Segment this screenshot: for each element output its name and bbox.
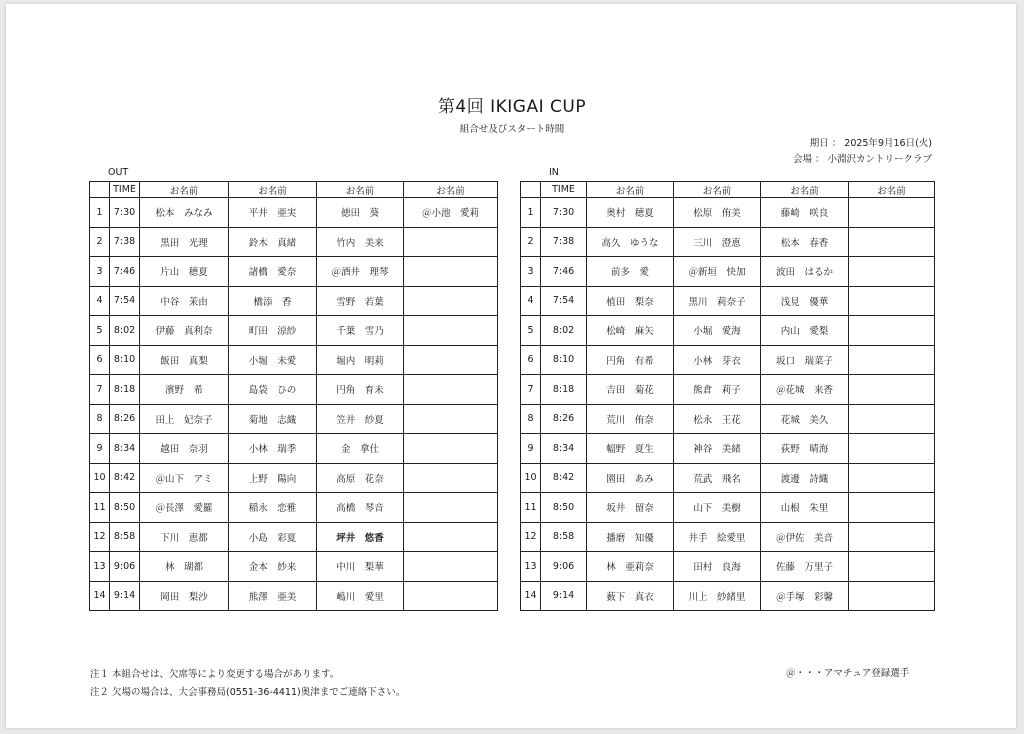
player-name-cell: 円角 有希 — [587, 345, 674, 375]
out-pairing-table — [89, 181, 498, 611]
player-name-cell — [849, 286, 935, 316]
player-name-cell: 黒田 光理 — [140, 227, 229, 257]
player-name-cell: 浅見 優華 — [761, 286, 849, 316]
start-time-cell: 9:14 — [110, 581, 140, 611]
player-name-cell: 植田 梨奈 — [587, 286, 674, 316]
player-name-cell: 田村 良海 — [674, 552, 761, 582]
group-number-cell: 6 — [90, 345, 110, 375]
note-2: 注２ 欠場の場合は、大会事務局(0551-36-4411)奥津までご連絡下さい。 — [90, 687, 406, 698]
table-row — [90, 434, 498, 464]
player-name-cell: 金 拿仕 — [317, 434, 404, 464]
start-time-cell: 8:50 — [541, 493, 587, 523]
header-name: お名前 — [229, 182, 317, 198]
player-name-cell — [404, 404, 498, 434]
player-name-cell: 菊地 志織 — [229, 404, 317, 434]
group-number-cell: 12 — [521, 522, 541, 552]
player-name-cell — [404, 581, 498, 611]
start-time-cell: 7:54 — [541, 286, 587, 316]
start-time-cell: 9:06 — [541, 552, 587, 582]
player-name-cell: 下川 恵都 — [140, 522, 229, 552]
document-subtitle: 組合せ及びスタート時間 — [459, 124, 565, 135]
player-name-cell: 神谷 美緒 — [674, 434, 761, 464]
header-name: お名前 — [404, 182, 498, 198]
table-row — [90, 552, 498, 582]
player-name-cell — [404, 257, 498, 287]
table-row — [521, 581, 935, 611]
table-row — [521, 375, 935, 405]
player-name-cell — [404, 375, 498, 405]
player-name-cell: 高原 花奈 — [317, 463, 404, 493]
start-time-cell: 7:46 — [110, 257, 140, 287]
table-row — [90, 198, 498, 228]
start-time-cell: 8:02 — [541, 316, 587, 346]
player-name-cell: ＠酒井 理琴 — [317, 257, 404, 287]
player-name-cell — [404, 434, 498, 464]
start-time-cell: 8:18 — [110, 375, 140, 405]
player-name-cell: ＠新垣 快加 — [674, 257, 761, 287]
player-name-cell — [849, 345, 935, 375]
in-pairing-table — [520, 181, 935, 611]
player-name-cell: ＠小池 愛莉 — [404, 198, 498, 228]
player-name-cell — [849, 522, 935, 552]
player-name-cell: 金本 紗来 — [229, 552, 317, 582]
player-name-cell: 笠井 紗夏 — [317, 404, 404, 434]
player-name-cell — [849, 198, 935, 228]
player-name-cell: 荻野 晴海 — [761, 434, 849, 464]
group-number-cell: 10 — [90, 463, 110, 493]
header-name: お名前 — [140, 182, 229, 198]
player-name-cell: 島袋 ひの — [229, 375, 317, 405]
player-name-cell: 中川 梨華 — [317, 552, 404, 582]
player-name-cell — [849, 257, 935, 287]
player-name-cell: 松崎 麻矢 — [587, 316, 674, 346]
player-name-cell: ＠長澤 愛羅 — [140, 493, 229, 523]
table-row — [521, 227, 935, 257]
player-name-cell: 小堀 未愛 — [229, 345, 317, 375]
start-time-cell: 8:58 — [110, 522, 140, 552]
player-name-cell: 松本 春香 — [761, 227, 849, 257]
player-name-cell: 三川 澄恵 — [674, 227, 761, 257]
start-time-cell: 9:14 — [541, 581, 587, 611]
start-time-cell: 7:30 — [541, 198, 587, 228]
start-time-cell: 8:10 — [110, 345, 140, 375]
group-number-cell: 5 — [521, 316, 541, 346]
player-name-cell: 千葉 雪乃 — [317, 316, 404, 346]
group-number-cell: 9 — [521, 434, 541, 464]
player-name-cell: 松原 侑美 — [674, 198, 761, 228]
player-name-cell: 花城 美久 — [761, 404, 849, 434]
player-name-cell: 坂口 瑞菜子 — [761, 345, 849, 375]
player-name-cell: 山下 美樹 — [674, 493, 761, 523]
start-time-cell: 7:38 — [541, 227, 587, 257]
player-name-cell — [404, 463, 498, 493]
player-name-cell: ＠伊佐 美音 — [761, 522, 849, 552]
table-row — [90, 404, 498, 434]
start-time-cell: 8:58 — [541, 522, 587, 552]
group-number-cell: 14 — [521, 581, 541, 611]
table-row — [521, 316, 935, 346]
player-name-cell: 高久 ゆうな — [587, 227, 674, 257]
player-name-cell: 諸橋 愛奈 — [229, 257, 317, 287]
player-name-cell — [404, 522, 498, 552]
player-name-cell: 荒武 飛名 — [674, 463, 761, 493]
header-name: お名前 — [849, 182, 935, 198]
table-row — [521, 198, 935, 228]
start-time-cell: 8:02 — [110, 316, 140, 346]
player-name-cell — [404, 316, 498, 346]
player-name-cell: 黒川 莉奈子 — [674, 286, 761, 316]
player-name-cell: 嶋川 愛里 — [317, 581, 404, 611]
player-name-cell — [849, 316, 935, 346]
table-row — [521, 463, 935, 493]
group-number-cell: 13 — [90, 552, 110, 582]
table-row — [521, 552, 935, 582]
group-number-cell: 1 — [90, 198, 110, 228]
player-name-cell: 波田 はるか — [761, 257, 849, 287]
player-name-cell: 町田 涼紗 — [229, 316, 317, 346]
header-group-no — [90, 182, 110, 198]
start-time-cell: 8:34 — [541, 434, 587, 464]
header-name: お名前 — [761, 182, 849, 198]
table-row — [90, 522, 498, 552]
player-name-cell: 熊倉 莉子 — [674, 375, 761, 405]
venue-line: 会場 ： 小淵沢カントリークラブ — [792, 154, 932, 165]
table-row — [90, 463, 498, 493]
group-number-cell: 4 — [521, 286, 541, 316]
start-time-cell: 8:26 — [110, 404, 140, 434]
header-group-no — [521, 182, 541, 198]
player-name-cell: 濱野 希 — [140, 375, 229, 405]
player-name-cell: 井手 絵愛里 — [674, 522, 761, 552]
group-number-cell: 8 — [521, 404, 541, 434]
player-name-cell: 幅野 夏生 — [587, 434, 674, 464]
date-line: 期日 ： 2025年9月16日(火) — [809, 138, 932, 149]
table-row — [90, 375, 498, 405]
player-name-cell: ＠手塚 彩馨 — [761, 581, 849, 611]
player-name-cell: 稲永 恋雅 — [229, 493, 317, 523]
group-number-cell: 11 — [521, 493, 541, 523]
player-name-cell: 橋添 香 — [229, 286, 317, 316]
table-row — [521, 286, 935, 316]
player-name-cell: 吉田 菊花 — [587, 375, 674, 405]
table-row — [521, 522, 935, 552]
player-name-cell — [404, 345, 498, 375]
player-name-cell — [849, 375, 935, 405]
group-number-cell: 12 — [90, 522, 110, 552]
table-row — [521, 404, 935, 434]
group-number-cell: 1 — [521, 198, 541, 228]
player-name-cell: 佐藤 万里子 — [761, 552, 849, 582]
player-name-cell — [404, 552, 498, 582]
header-time: TIME — [110, 182, 140, 198]
start-time-cell: 7:38 — [110, 227, 140, 257]
group-number-cell: 9 — [90, 434, 110, 464]
start-time-cell: 7:46 — [541, 257, 587, 287]
group-number-cell: 2 — [521, 227, 541, 257]
player-name-cell: 園田 あみ — [587, 463, 674, 493]
player-name-cell: 田上 妃奈子 — [140, 404, 229, 434]
player-name-cell: 播磨 知優 — [587, 522, 674, 552]
player-name-cell: 雪野 若葉 — [317, 286, 404, 316]
header-time: TIME — [541, 182, 587, 198]
player-name-cell: 竹内 美来 — [317, 227, 404, 257]
player-name-cell: 坂井 留奈 — [587, 493, 674, 523]
player-name-cell: 円角 育未 — [317, 375, 404, 405]
start-time-cell: 8:10 — [541, 345, 587, 375]
group-number-cell: 10 — [521, 463, 541, 493]
header-name: お名前 — [317, 182, 404, 198]
player-name-cell: ＠花城 来香 — [761, 375, 849, 405]
player-name-cell — [404, 227, 498, 257]
table-header-row — [521, 182, 935, 198]
group-number-cell: 8 — [90, 404, 110, 434]
player-name-cell: 高橋 琴音 — [317, 493, 404, 523]
group-number-cell: 11 — [90, 493, 110, 523]
player-name-cell: 荒川 侑奈 — [587, 404, 674, 434]
player-name-cell: 藤崎 咲良 — [761, 198, 849, 228]
start-time-cell: 8:26 — [541, 404, 587, 434]
player-name-cell: 山根 朱里 — [761, 493, 849, 523]
group-number-cell: 3 — [90, 257, 110, 287]
table-row — [521, 345, 935, 375]
group-number-cell: 4 — [90, 286, 110, 316]
player-name-cell — [849, 552, 935, 582]
player-name-cell: 渡邊 詩織 — [761, 463, 849, 493]
player-name-cell: 堀内 明莉 — [317, 345, 404, 375]
start-time-cell: 8:18 — [541, 375, 587, 405]
in-label: IN — [549, 167, 559, 178]
player-name-cell — [849, 463, 935, 493]
player-name-cell — [404, 493, 498, 523]
player-name-cell: 川上 紗緒里 — [674, 581, 761, 611]
start-time-cell: 8:42 — [110, 463, 140, 493]
start-time-cell: 7:30 — [110, 198, 140, 228]
table-row — [90, 316, 498, 346]
start-time-cell: 8:34 — [110, 434, 140, 464]
player-name-cell — [849, 493, 935, 523]
player-name-cell: ＠山下 アミ — [140, 463, 229, 493]
player-name-cell — [849, 581, 935, 611]
player-name-cell: 林 亜莉奈 — [587, 552, 674, 582]
start-time-cell: 8:50 — [110, 493, 140, 523]
group-number-cell: 13 — [521, 552, 541, 582]
player-name-cell: 松本 みなみ — [140, 198, 229, 228]
player-name-cell — [849, 404, 935, 434]
player-name-cell: 鈴木 真緒 — [229, 227, 317, 257]
table-row — [90, 581, 498, 611]
player-name-cell: 平井 亜実 — [229, 198, 317, 228]
player-name-cell: 小林 芽衣 — [674, 345, 761, 375]
amateur-legend: ＠・・・アマチュア登録選手 — [786, 668, 910, 679]
group-number-cell: 7 — [521, 375, 541, 405]
group-number-cell: 7 — [90, 375, 110, 405]
header-name: お名前 — [587, 182, 674, 198]
group-number-cell: 3 — [521, 257, 541, 287]
start-time-cell: 7:54 — [110, 286, 140, 316]
player-name-cell: 熊澤 亜美 — [229, 581, 317, 611]
player-name-cell: 小堀 愛海 — [674, 316, 761, 346]
table-row — [521, 257, 935, 287]
table-row — [90, 257, 498, 287]
start-time-cell: 9:06 — [110, 552, 140, 582]
player-name-cell — [849, 434, 935, 464]
group-number-cell: 6 — [521, 345, 541, 375]
out-label: OUT — [108, 167, 129, 178]
player-name-cell: 片山 穂夏 — [140, 257, 229, 287]
player-name-cell: 林 瑚都 — [140, 552, 229, 582]
player-name-cell: 小島 彩夏 — [229, 522, 317, 552]
table-row — [521, 434, 935, 464]
player-name-cell: 飯田 真梨 — [140, 345, 229, 375]
table-row — [90, 286, 498, 316]
note-1: 注１ 本組合せは、欠席等により変更する場合があります。 — [90, 669, 340, 680]
player-name-cell — [849, 227, 935, 257]
group-number-cell: 14 — [90, 581, 110, 611]
player-name-cell: 越田 奈羽 — [140, 434, 229, 464]
table-row — [90, 345, 498, 375]
table-row — [521, 493, 935, 523]
header-name: お名前 — [674, 182, 761, 198]
player-name-cell: 奥村 穂夏 — [587, 198, 674, 228]
player-name-cell: 岡田 梨沙 — [140, 581, 229, 611]
player-name-cell: 前多 愛 — [587, 257, 674, 287]
player-name-cell: 中谷 茉由 — [140, 286, 229, 316]
table-header-row — [90, 182, 498, 198]
player-name-cell — [404, 286, 498, 316]
group-number-cell: 2 — [90, 227, 110, 257]
player-name-cell: 上野 陽向 — [229, 463, 317, 493]
player-name-cell: 松永 王花 — [674, 404, 761, 434]
document-title: 第4回 IKIGAI CUP — [437, 97, 587, 117]
player-name-cell: 伊藤 真利奈 — [140, 316, 229, 346]
player-name-cell: 小林 瑞季 — [229, 434, 317, 464]
table-row — [90, 227, 498, 257]
start-time-cell: 8:42 — [541, 463, 587, 493]
table-row — [90, 493, 498, 523]
player-name-cell: 徳田 葵 — [317, 198, 404, 228]
player-name-cell: 薮下 真衣 — [587, 581, 674, 611]
player-name-cell: 内山 愛梨 — [761, 316, 849, 346]
player-name-cell: 坪井 悠香 — [317, 522, 404, 552]
group-number-cell: 5 — [90, 316, 110, 346]
